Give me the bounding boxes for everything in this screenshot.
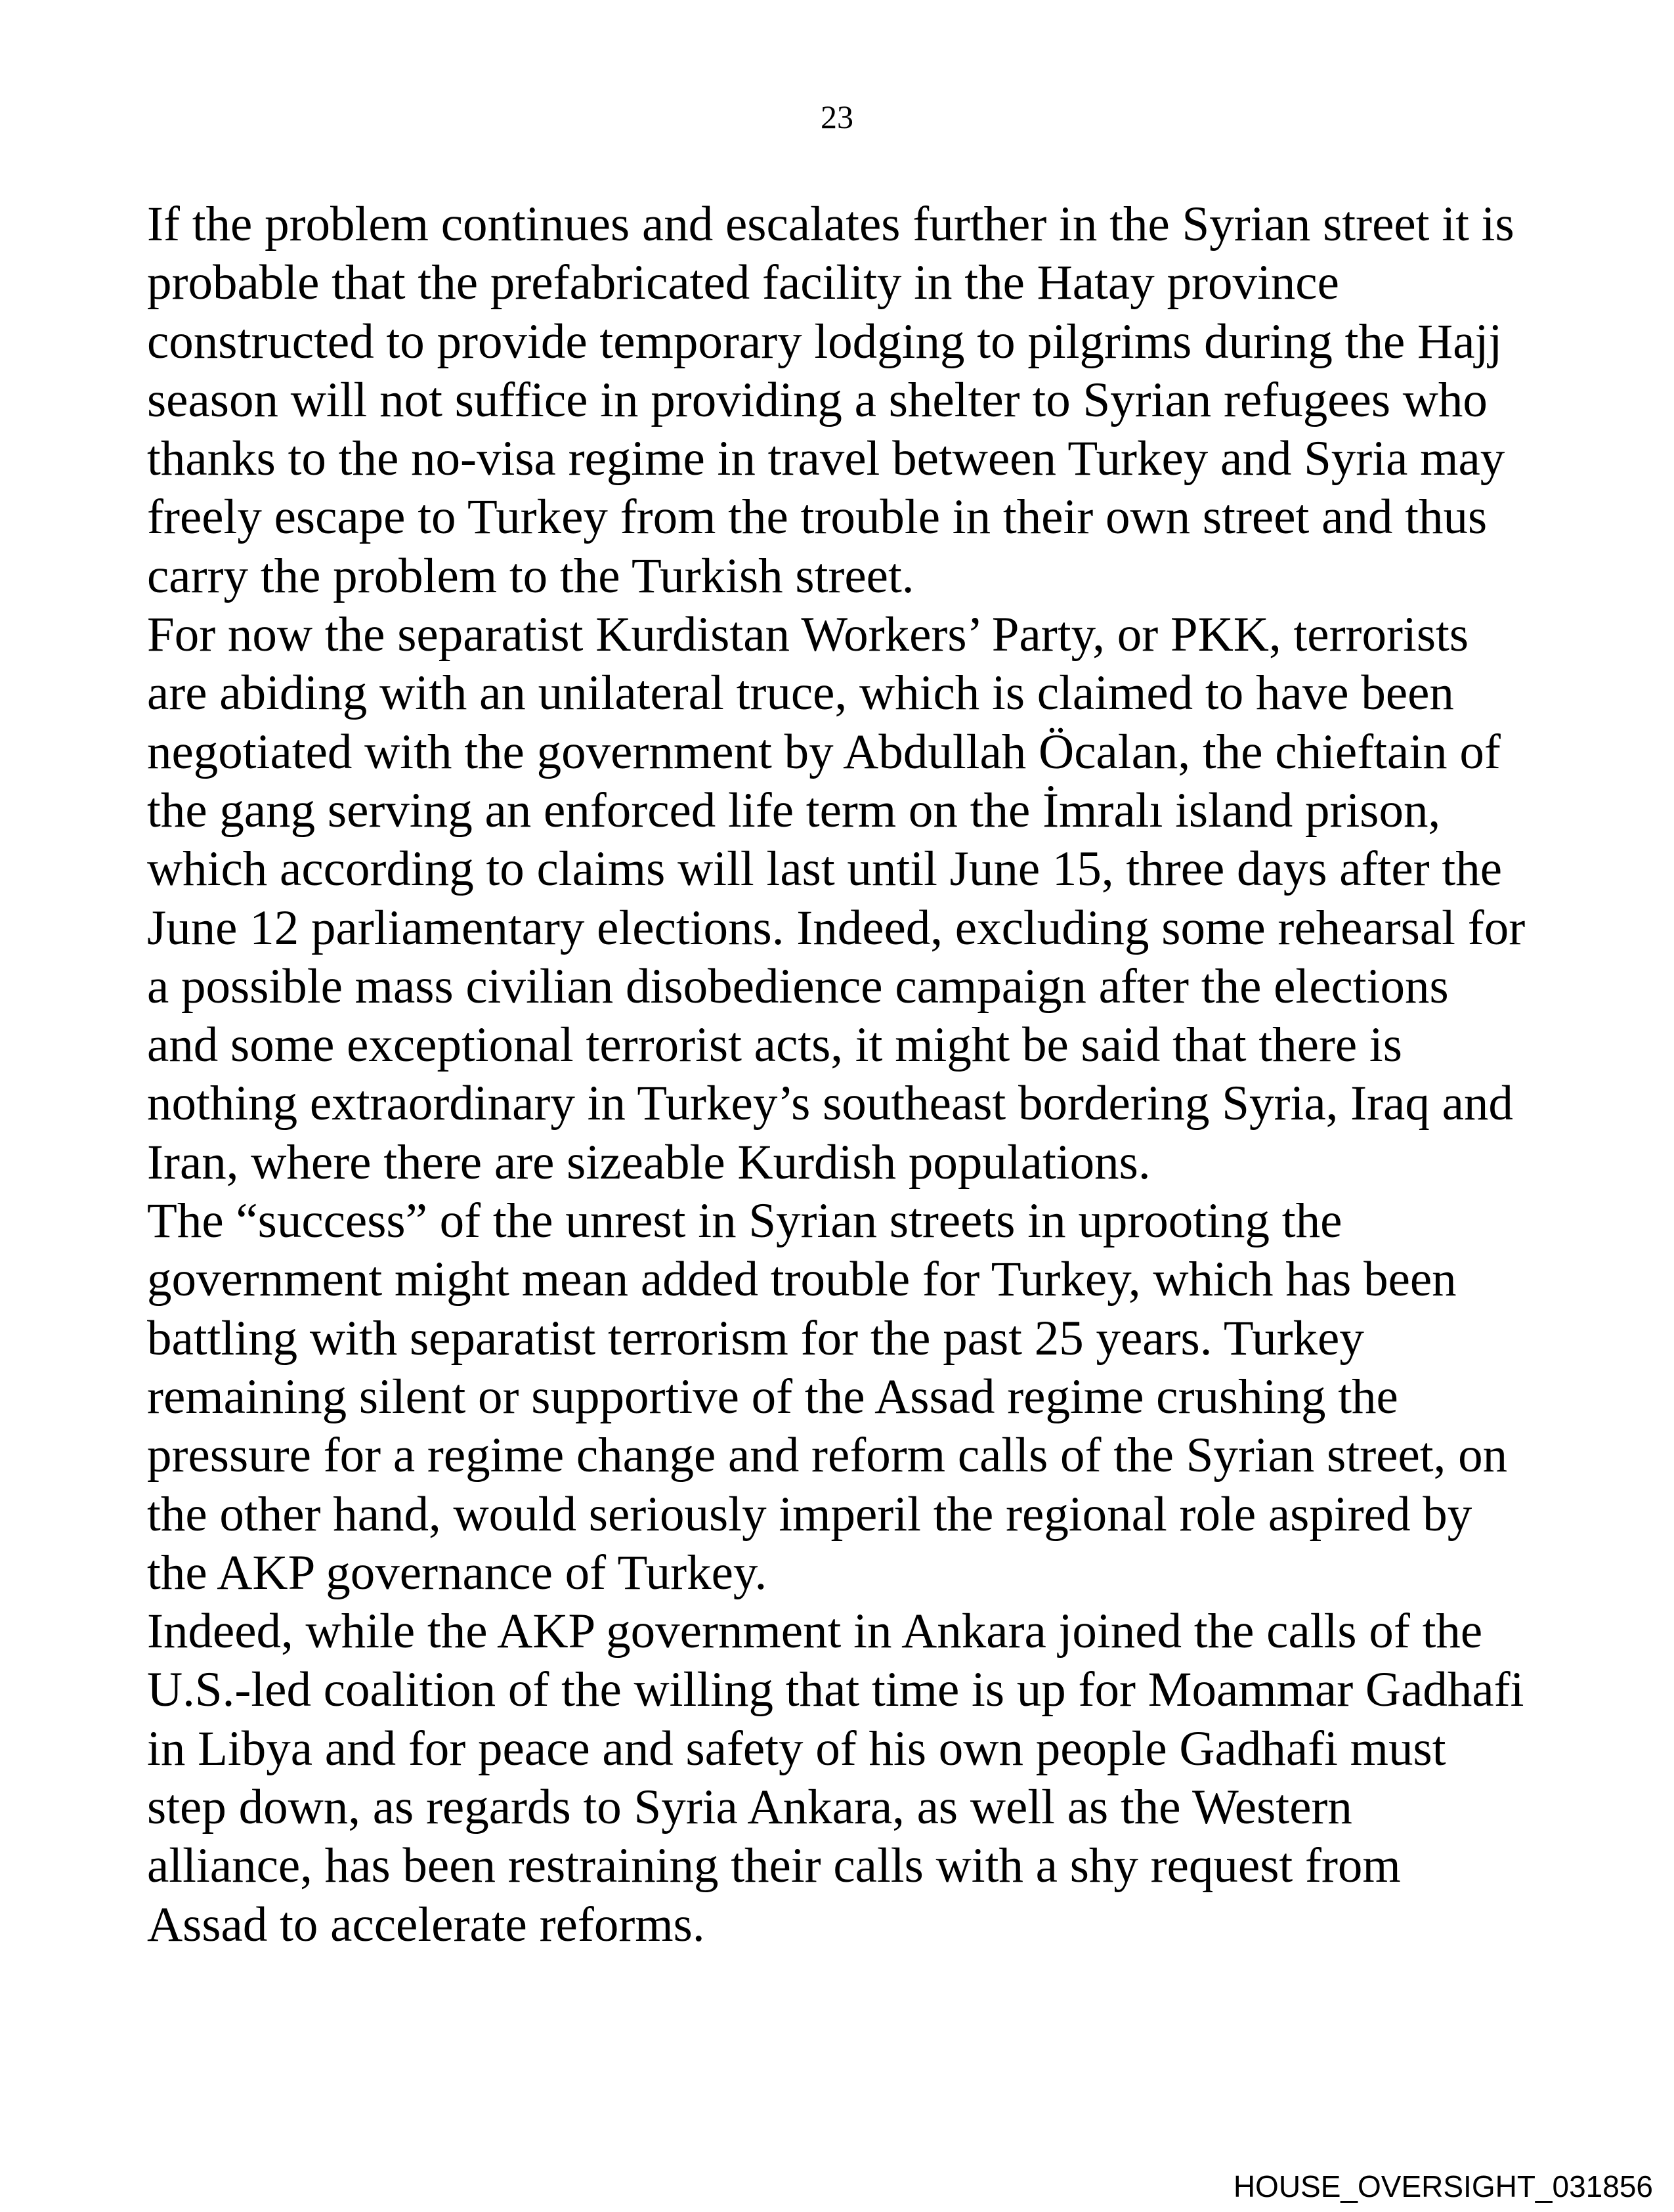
paragraph-3 bbox=[147, 1192, 1525, 1602]
text-line: battling with separatist terrorism for the past 25 years. Turkey bbox=[147, 1311, 1364, 1366]
paragraph-1 bbox=[147, 195, 1525, 605]
text-line: U.S.-led coalition of the willing that time is up for Moammar Gadhafi bbox=[147, 1662, 1524, 1718]
text-line: If the problem continues and escalates further in the Syrian street it is bbox=[147, 197, 1514, 251]
text-line: pressure for a regime change and reform calls of the Syrian street, on bbox=[147, 1428, 1508, 1483]
page-number: 23 bbox=[821, 98, 853, 135]
text-line: the other hand, would seriously imperil the regional role aspired by bbox=[147, 1486, 1472, 1542]
paragraph-2 bbox=[147, 605, 1525, 1192]
text-line: negotiated with the government by Abdullah Öcalan, the chieftain of bbox=[147, 724, 1501, 779]
bates-number: HOUSE_OVERSIGHT_031856 bbox=[1233, 2169, 1653, 2203]
body-text bbox=[147, 195, 1525, 1954]
text-line: government might mean added trouble for Turkey, which has been bbox=[147, 1252, 1457, 1307]
text-line: thanks to the no-visa regime in travel between Turkey and Syria may bbox=[147, 431, 1505, 487]
text-line: the gang serving an enforced life term on the İmralı island prison, bbox=[147, 783, 1441, 838]
text-line: alliance, has been restraining their calls with a shy request from bbox=[147, 1838, 1401, 1894]
text-line: probable that the prefabricated facility in the Hatay province bbox=[147, 255, 1339, 311]
text-line: and some exceptional terrorist acts, it might be said that there is bbox=[147, 1018, 1402, 1073]
text-line: Assad to accelerate reforms. bbox=[147, 1897, 705, 1952]
text-line: remaining silent or supportive of the Assad regime crushing the bbox=[147, 1369, 1398, 1424]
text-line: June 12 parliamentary elections. Indeed, excluding some rehearsal for bbox=[147, 900, 1526, 955]
text-line: season will not suffice in providing a shelter to Syrian refugees who bbox=[147, 372, 1488, 427]
text-line: the AKP governance of Turkey. bbox=[147, 1545, 767, 1600]
text-line: in Libya and for peace and safety of his own people Gadhafi must bbox=[147, 1721, 1446, 1776]
text-line: step down, as regards to Syria Ankara, as well as the Western bbox=[147, 1780, 1352, 1835]
text-line: a possible mass civilian disobedience campaign after the elections bbox=[147, 959, 1449, 1014]
text-line: constructed to provide temporary lodging to pilgrims during the Hajj bbox=[147, 314, 1503, 369]
text-line: freely escape to Turkey from the trouble in their own street and thus bbox=[147, 490, 1488, 545]
text-line: Indeed, while the AKP government in Ankara joined the calls of the bbox=[147, 1604, 1483, 1659]
text-line: nothing extraordinary in Turkey’s southeast bordering Syria, Iraq and bbox=[147, 1076, 1513, 1131]
text-line: The “success” of the unrest in Syrian streets in uprooting the bbox=[147, 1194, 1342, 1249]
text-line: carry the problem to the Turkish street. bbox=[147, 548, 914, 603]
paragraph-4 bbox=[147, 1602, 1525, 1954]
text-line: Iran, where there are sizeable Kurdish populations. bbox=[147, 1135, 1151, 1190]
text-line: are abiding with an unilateral truce, which is claimed to have been bbox=[147, 666, 1454, 721]
text-line: which according to claims will last until June 15, three days after the bbox=[147, 842, 1503, 897]
text-line: For now the separatist Kurdistan Workers’ Party, or PKK, terrorists bbox=[147, 607, 1469, 662]
